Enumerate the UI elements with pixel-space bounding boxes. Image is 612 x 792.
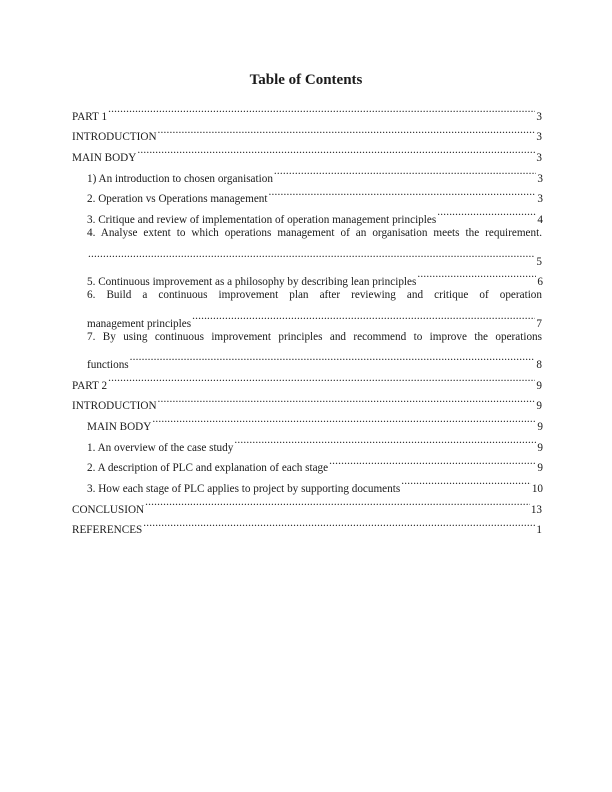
toc-leader-dots xyxy=(143,513,535,534)
toc-entry-label: 2. Operation vs Operations management xyxy=(87,193,268,206)
toc-entry-label: 1) An introduction to chosen organisation xyxy=(87,172,273,185)
toc-entry-label-continued: management principles xyxy=(87,317,192,330)
toc-leader-dots xyxy=(158,389,536,410)
toc-leader-dots xyxy=(137,140,535,161)
toc-entry-label: INTRODUCTION xyxy=(72,400,157,413)
toc-entry-label: MAIN BODY xyxy=(87,421,152,433)
toc-page-number: 9 xyxy=(537,441,543,454)
toc-page-number: 5 xyxy=(536,255,542,268)
toc-entry-introduction[interactable] xyxy=(72,120,542,144)
toc-page-number: 3 xyxy=(537,193,543,206)
toc-page-number: 1 xyxy=(536,524,542,537)
toc-leader-dots xyxy=(401,471,531,492)
toc-entry-label: 3. How each stage of PLC applies to project by supporting documents xyxy=(87,483,401,496)
toc-entry-references[interactable] xyxy=(72,513,542,537)
toc-entry-label: 1. An overview of the case study xyxy=(87,441,234,454)
toc-entry-part2-section-1[interactable] xyxy=(87,430,543,454)
toc-leader-dots xyxy=(192,306,535,327)
toc-page-number: 8 xyxy=(536,358,542,371)
toc-entry-label: PART 1 xyxy=(72,110,108,123)
toc-entry-part-2[interactable] xyxy=(72,368,542,392)
table-of-contents xyxy=(72,99,543,537)
toc-leader-dots xyxy=(417,265,536,286)
toc-entry-introduction-2[interactable] xyxy=(72,389,542,413)
toc-entry-label: 2. A description of PLC and explanation of each stage xyxy=(87,462,329,475)
toc-entry-part-1[interactable] xyxy=(72,99,542,123)
toc-entry-label: 7. By using continuous improvement principles and recommend to improve the operations xyxy=(87,330,542,343)
toc-page-number: 10 xyxy=(531,483,543,496)
toc-entry-section-1[interactable] xyxy=(87,161,543,185)
toc-leader-dots xyxy=(152,409,536,430)
toc-leader-dots xyxy=(158,120,536,141)
toc-title: Table of Contents xyxy=(249,72,363,88)
toc-entry-section-5[interactable] xyxy=(87,265,543,289)
toc-leader-dots xyxy=(145,492,530,513)
toc-entry-label: CONCLUSION xyxy=(72,503,145,516)
toc-leader-dots xyxy=(108,368,535,389)
toc-leader-dots xyxy=(274,161,536,182)
toc-entry-main-body-2[interactable] xyxy=(87,409,543,433)
toc-page-number: 7 xyxy=(536,317,542,330)
toc-page-number: 3 xyxy=(536,152,542,165)
toc-leader-dots xyxy=(130,347,536,368)
toc-page-number: 9 xyxy=(537,421,543,433)
toc-entry-label: MAIN BODY xyxy=(72,152,137,165)
toc-page-number: 9 xyxy=(536,379,542,392)
toc-entry-label: 6. Build a continuous improvement plan after reviewing and critique of operation xyxy=(87,289,542,302)
toc-page-number: 6 xyxy=(537,276,543,289)
toc-page-number: 9 xyxy=(536,400,542,413)
toc-entry-label: 4. Analyse extent to which operations management of an organisation meets the requirement. xyxy=(87,227,542,240)
toc-leader-dots xyxy=(234,430,536,451)
toc-entry-label: REFERENCES xyxy=(72,524,143,537)
toc-entry-label-continued: functions xyxy=(87,358,129,371)
toc-page-number: 3 xyxy=(536,131,542,144)
toc-leader-dots xyxy=(269,182,537,203)
toc-entry-label: INTRODUCTION xyxy=(72,131,157,144)
toc-entry-section-4[interactable] xyxy=(87,223,542,268)
toc-page-number: 9 xyxy=(537,462,543,475)
toc-leader-dots xyxy=(108,99,535,120)
toc-entry-label: PART 2 xyxy=(72,379,108,392)
toc-page-number: 3 xyxy=(537,172,543,185)
toc-leader-dots xyxy=(88,244,535,265)
toc-entry-main-body[interactable] xyxy=(72,140,542,165)
toc-leader-dots xyxy=(329,451,536,472)
toc-entry-section-6[interactable] xyxy=(87,285,542,330)
toc-page-number: 13 xyxy=(530,503,542,516)
toc-page-number: 4 xyxy=(537,214,543,227)
toc-entry-label: 5. Continuous improvement as a philosophy by describing lean principles xyxy=(87,276,417,289)
toc-page-number: 3 xyxy=(536,110,542,123)
toc-entry-section-7[interactable] xyxy=(87,327,542,371)
toc-leader-dots xyxy=(437,202,536,223)
toc-entry-label: 3. Critique and review of implementation of operation management principles xyxy=(87,214,437,227)
